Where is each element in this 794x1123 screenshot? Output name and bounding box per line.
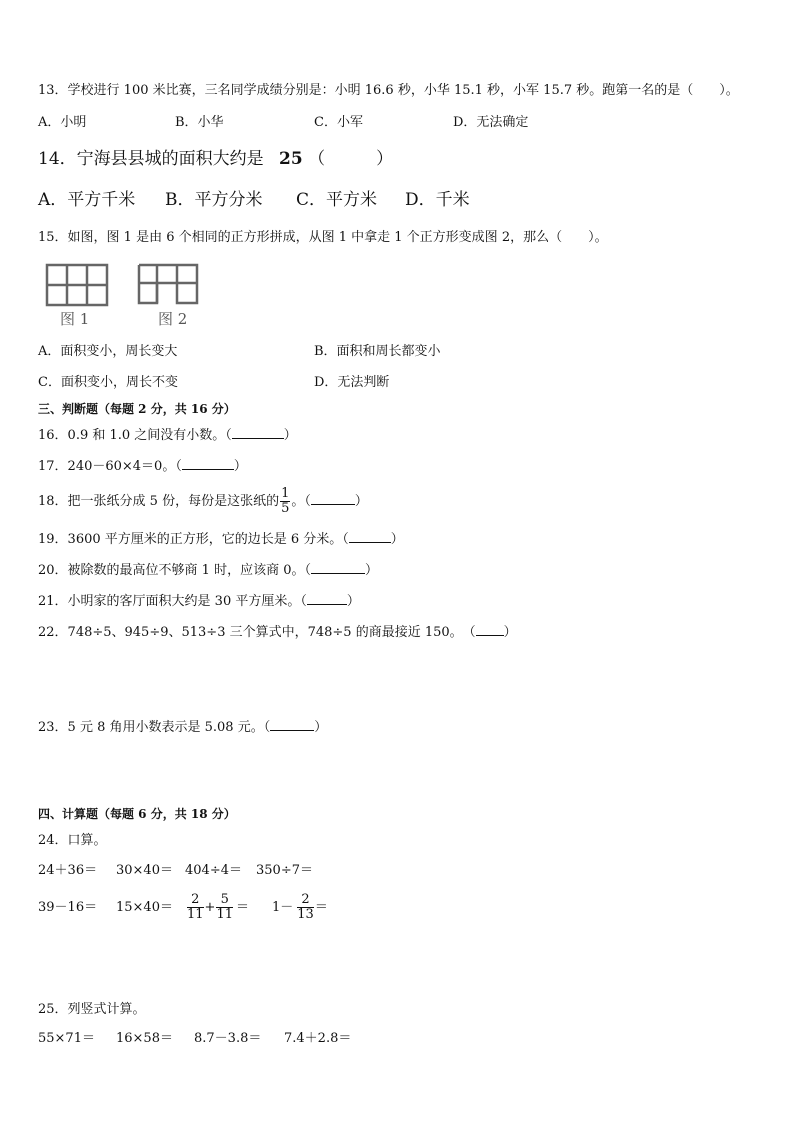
q13-option-a: A．小明 — [38, 115, 87, 130]
q18-tail: 。（ — [291, 494, 311, 509]
fraction-numerator: 2 — [297, 893, 314, 908]
q24-item-3: 404÷4＝ — [185, 863, 242, 878]
q15-figure-1-label: 图 1 — [60, 310, 90, 328]
q17-close: ） — [233, 459, 247, 474]
q19 — [38, 530, 404, 549]
q20 — [38, 561, 378, 580]
fraction-denominator: 11 — [216, 907, 233, 922]
q18-close: ） — [354, 494, 368, 509]
q15-option-b: B．面积和周长都变小 — [314, 344, 441, 359]
q24-fraction-1 — [187, 893, 204, 922]
q21-text: 21．小明家的客厅面积大约是 30 平方厘米。（ — [38, 594, 307, 609]
q14-option-b: B．平方分米 — [165, 190, 263, 210]
q21 — [38, 592, 360, 611]
section-4-heading: 四、计算题（每题 6 分，共 18 分） — [38, 807, 236, 821]
q17 — [38, 457, 247, 476]
q18-fraction-denominator: 5 — [281, 501, 290, 516]
q24-item-7 — [186, 889, 249, 927]
q25-item-3: 8.7－3.8＝ — [194, 1031, 262, 1046]
q24-item-2: 30×40＝ — [116, 863, 173, 878]
q24-item-6: 15×40＝ — [116, 900, 173, 915]
fraction-denominator: 11 — [187, 907, 204, 922]
plus-sign: + — [204, 900, 216, 915]
q18-answer-blank[interactable] — [311, 492, 355, 505]
q15-stem: 15．如图，图 1 是由 6 个相同的正方形拼成，从图 1 中拿走 1 个正方形变成图 2，那么（ ）。 — [38, 230, 608, 245]
q15-figure-1 — [44, 262, 114, 308]
q16-text: 16．0.9 和 1.0 之间没有小数。（ — [38, 428, 232, 443]
q18 — [38, 484, 368, 520]
q20-text: 20．被除数的最高位不够商 1 时，应该商 0。（ — [38, 563, 311, 578]
q14-option-c: C．平方米 — [296, 190, 378, 210]
equals-sign: ＝ — [314, 900, 328, 915]
q24-fraction-2 — [216, 893, 233, 922]
fraction-denominator: 13 — [297, 907, 314, 922]
one-minus: 1－ — [272, 900, 294, 915]
q22-text: 22．748÷5、945÷9、513÷3 三个算式中，748÷5 的商最接近 150。 （ — [38, 625, 476, 640]
q20-close: ） — [364, 563, 378, 578]
q24-item-1: 24＋36＝ — [38, 863, 98, 878]
q24-item-4: 350÷7＝ — [256, 863, 313, 878]
q23 — [38, 718, 327, 737]
q22-answer-blank[interactable] — [476, 623, 504, 636]
q15-option-a: A．面积变小，周长变大 — [38, 344, 178, 359]
q22 — [38, 623, 517, 642]
q18-text: 18．把一张纸分成 5 份，每份是这张纸的 — [38, 494, 280, 509]
q14-text: 14．宁海县县城的面积大约是 — [38, 149, 264, 169]
q25-item-2: 16×58＝ — [116, 1031, 173, 1046]
q17-text: 17．240－60×4＝0。（ — [38, 459, 182, 474]
q24-item-5: 39－16＝ — [38, 900, 98, 915]
q14-stem — [38, 148, 393, 170]
q22-close: ） — [503, 625, 517, 640]
q19-answer-blank[interactable] — [349, 530, 391, 543]
q25-item-1: 55×71＝ — [38, 1031, 95, 1046]
q18-fraction-numerator: 1 — [281, 486, 290, 501]
q25-title: 25．列竖式计算。 — [38, 1002, 146, 1017]
q14-option-d: D．千米 — [405, 190, 470, 210]
q17-answer-blank[interactable] — [182, 457, 234, 470]
q15-option-c: C．面积变小，周长不变 — [38, 375, 178, 390]
fraction-numerator: 2 — [187, 893, 204, 908]
q13-stem: 13．学校进行 100 米比赛，三名同学成绩分别是：小明 16.6 秒，小华 15.1 秒，小军 15.7 秒。跑第一名的是（ ）。 — [38, 83, 739, 98]
q16-close: ） — [283, 428, 297, 443]
q20-answer-blank[interactable] — [311, 561, 365, 574]
q14-paren: （ ） — [308, 149, 394, 169]
q15-figure-2-label: 图 2 — [158, 310, 188, 328]
fraction-numerator: 5 — [216, 893, 233, 908]
q18-fraction — [280, 487, 290, 516]
q25-item-4: 7.4＋2.8＝ — [284, 1031, 352, 1046]
q21-close: ） — [346, 594, 360, 609]
section-3-heading: 三、判断题（每题 2 分，共 16 分） — [38, 402, 236, 416]
q24-item-8 — [272, 889, 328, 927]
q23-answer-blank[interactable] — [270, 718, 314, 731]
q15-option-d: D．无法判断 — [314, 375, 390, 390]
q15-figure-2 — [136, 262, 206, 308]
q13-option-c: C．小军 — [314, 115, 363, 130]
q23-close: ） — [314, 720, 328, 735]
q19-close: ） — [390, 532, 404, 547]
q14-value: 25 — [279, 149, 303, 169]
q23-text: 23．5 元 8 角用小数表示是 5.08 元。（ — [38, 720, 271, 735]
q16-answer-blank[interactable] — [232, 426, 284, 439]
q14-option-a: A．平方千米 — [38, 190, 136, 210]
q19-text: 19．3600 平方厘米的正方形，它的边长是 6 分米。（ — [38, 532, 349, 547]
q13-option-d: D．无法确定 — [453, 115, 529, 130]
q16 — [38, 426, 297, 445]
q13-option-b: B．小华 — [175, 115, 224, 130]
q24-fraction-3 — [297, 893, 314, 922]
equals-sign: ＝ — [236, 900, 250, 915]
q24-title: 24．口算。 — [38, 833, 107, 848]
q21-answer-blank[interactable] — [307, 592, 347, 605]
